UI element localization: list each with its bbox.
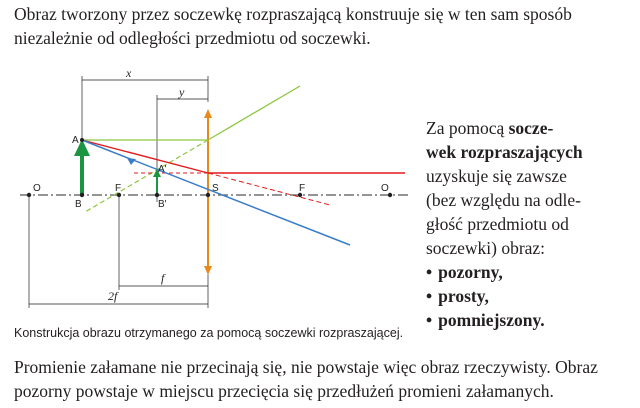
figure-caption: Konstrukcja obrazu otrzymanego za pomocą soczewki rozpraszającej.	[14, 326, 404, 340]
label-x: x	[126, 66, 132, 80]
label-B-prime: B'	[158, 199, 167, 210]
lens-construction-diagram	[0, 62, 420, 312]
label-A-prime: A'	[158, 164, 167, 175]
label-S: S	[212, 183, 219, 194]
ray-parallel-refracted	[208, 86, 300, 140]
label-2f: 2f	[108, 289, 118, 303]
side-description	[426, 116, 626, 332]
label-B: B	[75, 199, 82, 210]
label-f: f	[161, 271, 165, 285]
side-line-4: (bez względu na odle-	[426, 190, 581, 210]
label-O-left: O	[33, 183, 41, 194]
list-item: • prosty,	[426, 284, 626, 308]
point-B-prime	[155, 193, 159, 197]
side-line-5: głość przedmiotu od	[426, 214, 569, 234]
point-S	[206, 193, 210, 197]
ray-parallel-extension	[85, 140, 208, 212]
list-item: • pomniejszony.	[426, 308, 626, 332]
ray-red-incident	[82, 140, 208, 173]
ray-red-dashed-tail	[208, 173, 330, 205]
side-line-6: soczewki) obraz:	[426, 238, 546, 258]
label-F-left: F	[115, 183, 122, 194]
label-A: A	[72, 135, 79, 146]
point-B	[80, 193, 84, 197]
side-line-3: uzyskuje się zawsze	[426, 166, 567, 186]
label-F-right: F	[299, 183, 306, 194]
outro-paragraph: Promienie załamane nie przecinają się, nie powstaje więc obraz rzeczywisty. Obraz pozorny powstaje w miejscu przecięcia się przedłużeń promieni załamanych.	[14, 357, 598, 401]
intro-paragraph: Obraz tworzony przez soczewkę rozpraszającą konstruuje się w ten sam sposób niezależnie od odległości przedmiotu od soczewki.	[14, 4, 572, 48]
side-line-1: Za pomocą socze-	[426, 118, 554, 138]
label-O-right: O	[381, 183, 389, 194]
side-line-2: wek rozpraszających	[426, 142, 583, 162]
image-properties-list	[426, 260, 626, 332]
list-item: • pozorny,	[426, 260, 626, 284]
label-y: y	[179, 85, 185, 99]
point-O-left	[27, 193, 31, 197]
